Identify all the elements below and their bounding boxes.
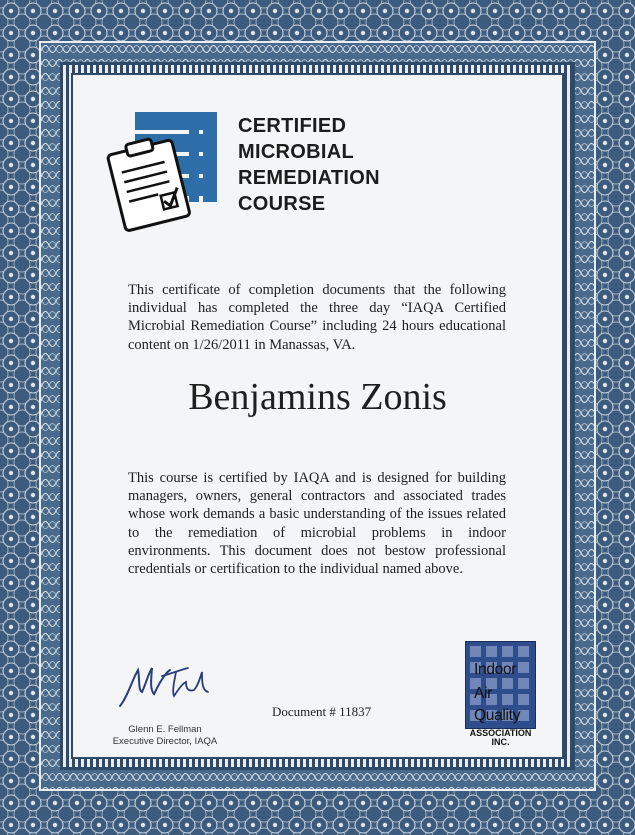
signatory-title: Executive Director, IAQA	[112, 736, 218, 747]
signatory-name: Glenn E. Fellman	[128, 724, 202, 735]
iaqa-word: Indoor	[474, 661, 517, 678]
recipient-name: Benjamins Zonis	[188, 376, 447, 418]
signature-image	[118, 660, 218, 710]
iaqa-word: Quality	[474, 707, 521, 724]
course-title-line: COURSE	[238, 193, 326, 215]
course-title	[238, 113, 380, 217]
course-title-line: REMEDIATION	[238, 167, 380, 189]
course-description: This course is certified by IAQA and is designed for building managers, owners, general contractors and associated trades whose work demands a basic understanding of the issues related to the remediation of microbial problems in indoor environments. This document does not bestow professional credentials or certification to the individual named above.	[128, 470, 506, 578]
iaqa-word: Air	[474, 685, 493, 702]
iaqa-logo-grid	[465, 641, 536, 729]
iaqa-association-line: INC.	[491, 737, 510, 747]
course-title-line: CERTIFIED	[238, 115, 347, 137]
iaqa-association-line: ASSOCIATION	[469, 728, 532, 738]
document-number: Document # 11837	[272, 704, 372, 719]
iaqa-association-text	[465, 729, 536, 747]
course-title-line: MICROBIAL	[238, 141, 355, 163]
signatory-block	[95, 724, 235, 748]
clipboard-logo-icon	[105, 112, 235, 232]
iaqa-logo	[465, 641, 536, 768]
completion-statement: This certificate of completion documents that the following individual has completed the three day “IAQA Certified Microbial Remediation Course” including 24 hours educational content on 1/26/2011 in Manassas, VA.	[128, 282, 506, 353]
